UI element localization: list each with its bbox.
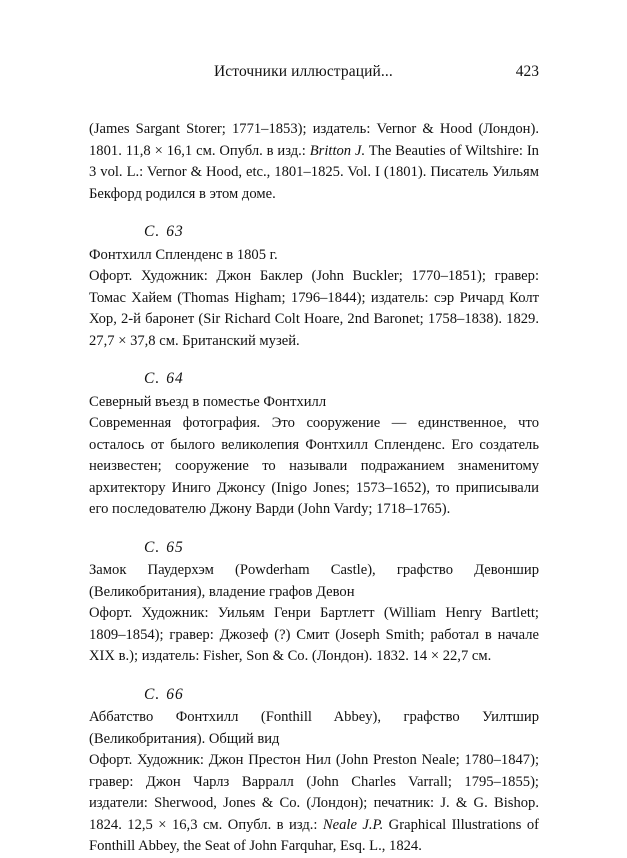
entry-64 <box>89 368 539 521</box>
entry-text: Офорт. Художник: Джон Баклер (John Buckler; 1770–1851); гравер: Томас Хайем (Thomas Higham; 1796–1844); издатель: сэр Ричард Колт Хор, 2-й баронет (Sir Richard Colt Hoare, 2nd Baronet; 1758–1838). 1829. 27,7 × 37,8 см. Британский музей. <box>89 268 539 349</box>
entry-text-main: Офорт. Художник: Джон Престон Нил (John Preston Neale; 1780–1847); гравер: Джон Чарлз Варралл (John Charles Varrall; 1795–1855); издатели: Sherwood, Jones & Co. (Лондон); печатник: J. & G. Bishop. 1824. 12,5 × 16,3 см. <box>89 752 539 833</box>
entry-63 <box>89 221 539 352</box>
published-prefix: Опубл. в изд.: <box>227 816 323 833</box>
published-author: Neale J.P. <box>322 816 384 833</box>
entry-66 <box>89 684 539 858</box>
published-rest: Graphical Illustrations of Fonthill Abbey, the Seat of John Farquhar, Esq. L., 1824. <box>89 816 540 854</box>
entry-title: Фонтхилл Спленденс в 1805 г. <box>89 246 278 263</box>
section-number: 65 <box>166 538 184 556</box>
continued-line-3: The Beauties of Wiltshire: In 3 vol. L.: Vernor & Hood, etc., 1801–1825. Vol. I (1801). Писатель Уильям Бекфорд родился в этом доме. <box>89 142 539 202</box>
entry-title: Аббатство Фонтхилл (Fonthill Abbey), графство Уилтшир (Великобритания). Общий вид <box>89 709 539 747</box>
continued-line-2: 11,8 × 16,1 см. Опубл. в изд.: <box>125 142 310 159</box>
section-label: С. <box>144 685 161 703</box>
page-number: 423 <box>515 63 539 80</box>
section-heading <box>144 684 539 706</box>
section-heading <box>144 221 539 243</box>
continued-author: Britton J. <box>309 142 366 159</box>
continued-entry <box>89 119 539 205</box>
section-label: С. <box>144 223 161 240</box>
section-number: 66 <box>166 685 184 703</box>
entry-text: Современная фотография. Это сооружение — единственное, что осталось от былого великолепия Фонтхилл Спленденс. Его создатель неизвестен; сооружение то называли подражанием знаменитому архитектору Иниго Джонсу (Inigo Jones; 1573–1652), то приписывали его последователю Джону Варди (John Vardy; 1718–1765). <box>89 415 539 517</box>
section-heading <box>144 537 539 559</box>
entry-title: Замок Паудерхэм (Powderham Castle), графство Девоншир (Великобритания), владение графов Девон <box>89 562 539 600</box>
running-title: Источники иллюстраций... <box>214 63 393 80</box>
section-label: С. <box>144 538 161 556</box>
section-heading <box>144 368 539 390</box>
section-label: С. <box>144 370 161 387</box>
continued-line-1: (James Sargant Storer; 1771–1853); издатель: Vernor & Hood (Лондон). 1801. <box>89 121 539 159</box>
entry-text: Офорт. Художник: Уильям Генри Бартлетт (William Henry Bartlett; 1809–1854); гравер: Джозеф (?) Смит (Joseph Smith; работал в начале XIX в.); издатель: Fisher, Son & Co. (Лондон). 1832. 14 × 22,7 см. <box>89 605 539 664</box>
entry-65 <box>89 537 539 668</box>
section-number: 63 <box>166 223 184 240</box>
section-number: 64 <box>166 370 184 387</box>
entry-title: Северный въезд в поместье Фонтхилл <box>89 393 327 410</box>
entry-text <box>89 750 539 858</box>
page-content <box>89 119 539 858</box>
